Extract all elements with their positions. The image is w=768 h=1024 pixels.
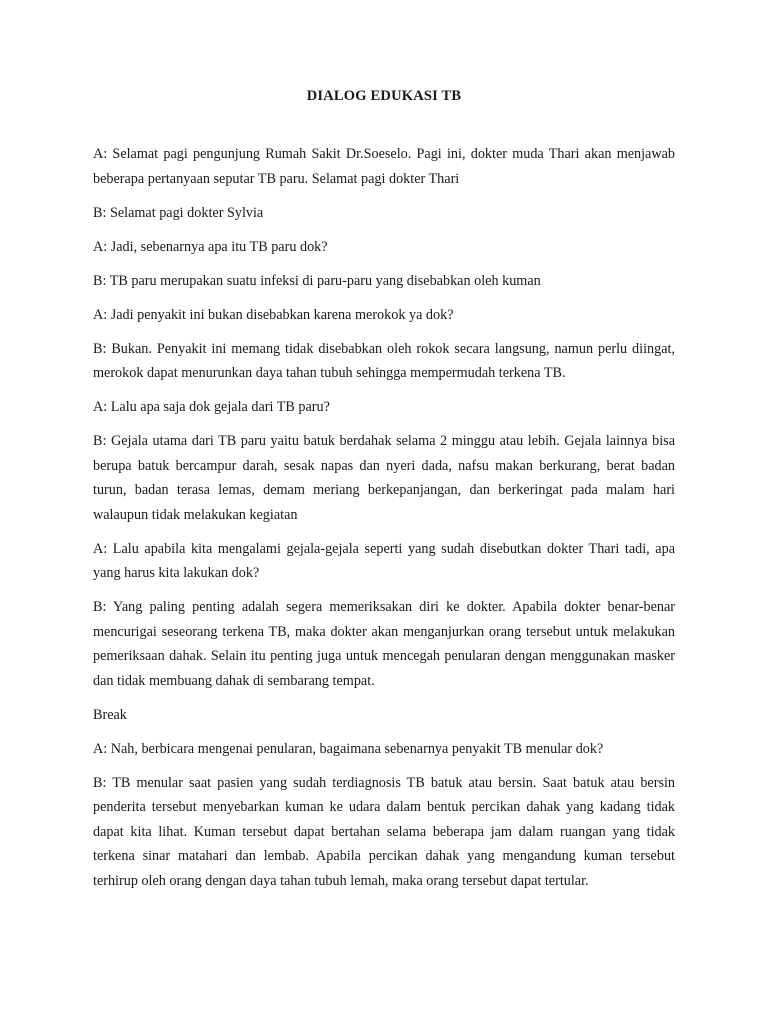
paragraph-9: A: Lalu apabila kita mengalami gejala-gejala seperti yang sudah disebutkan dokter Thari tadi, apa yang harus kita lakukan dok? <box>93 540 675 581</box>
paragraph-4: B: TB paru merupakan suatu infeksi di paru-paru yang disebabkan oleh kuman <box>93 272 541 289</box>
paragraph-11: Break <box>93 706 127 723</box>
document-title: DIALOG EDUKASI TB <box>306 88 462 104</box>
paragraph-5: A: Jadi penyakit ini bukan disebabkan karena merokok ya dok? <box>93 306 454 323</box>
paragraph-13: B: TB menular saat pasien yang sudah terdiagnosis TB batuk atau bersin. Saat batuk atau bersin penderita tersebut menyebarkan kuman ke udara dalam bentuk percikan dahak yang kadang tidak dapat kita lihat. Kuman tersebut dapat bertahan selama beberapa jam dalam ruangan yang tidak terkena sinar matahari dan lembab. Apabila percikan dahak yang mengandung kuman tersebut terhirup oleh orang dengan daya tahan tubuh lemah, maka orang tersebut dapat tertular. <box>93 774 675 889</box>
paragraph-12: A: Nah, berbicara mengenai penularan, bagaimana sebenarnya penyakit TB menular dok? <box>93 740 604 757</box>
paragraph-7: A: Lalu apa saja dok gejala dari TB paru? <box>93 399 330 415</box>
paragraph-10: B: Yang paling penting adalah segera memeriksakan diri ke dokter. Apabila dokter benar-benar mencurigai seseorang terkena TB, maka dokter akan menganjurkan orang tersebut untuk melakukan pemeriksaan dahak. Selain itu penting juga untuk mencegah penularan dengan menggunakan masker dan tidak membuang dahak di sembarang tempat. <box>93 599 675 689</box>
paragraph-8: B: Gejala utama dari TB paru yaitu batuk berdahak selama 2 minggu atau lebih. Gejala lainnya bisa berupa batuk bercampur darah, sesak napas dan nyeri dada, nafsu makan berkurang, berat badan turun, badan terasa lemas, demam meriang berkepanjangan, dan berkeringat pada malam hari walaupun tidak melakukan kegiatan <box>93 433 675 523</box>
paragraph-1: A: Selamat pagi pengunjung Rumah Sakit Dr.Soeselo. Pagi ini, dokter muda Thari akan menjawab beberapa pertanyaan seputar TB paru. Selamat pagi dokter Thari <box>93 146 675 187</box>
paragraph-3: A: Jadi, sebenarnya apa itu TB paru dok? <box>93 238 328 255</box>
paragraph-6: B: Bukan. Penyakit ini memang tidak disebabkan oleh rokok secara langsung, namun perlu diingat, merokok dapat menurunkan daya tahan tubuh sehingga mempermudah terkena TB. <box>93 340 675 381</box>
paragraph-2: B: Selamat pagi dokter Sylvia <box>93 204 264 221</box>
document-page <box>93 86 675 903</box>
